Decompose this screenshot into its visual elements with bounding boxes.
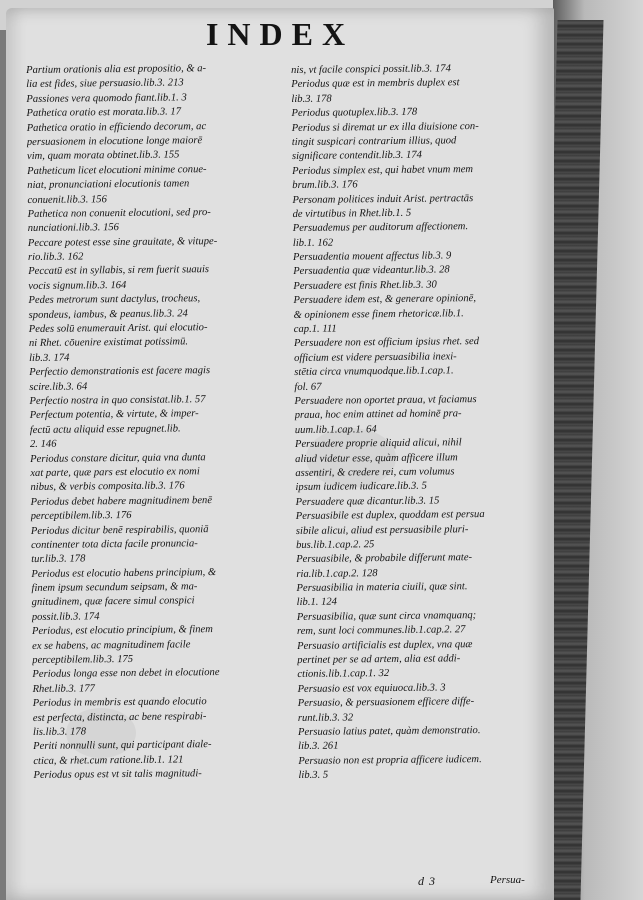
index-line: Persuadentia quæ videantur.lib.3. 28 [293, 264, 450, 278]
index-line: Personam politices induit Arist. pertractās [292, 192, 474, 206]
index-line: lib.3. 178 [291, 93, 332, 105]
index-line: Persuasio est vox equiuoca.lib.3. 3 [297, 682, 446, 695]
index-line: nis, vt facile conspici possit.lib.3. 174 [291, 63, 451, 76]
index-line: scire.lib.3. 64 [29, 380, 88, 393]
index-line: Persuasibile est duplex, quoddam est persua [295, 509, 485, 523]
index-line: Partium orationis alia est propositio, & a- [26, 63, 207, 76]
index-line: lib.3. 5 [298, 769, 329, 782]
index-line: Persuasio artificialis est duplex, vna quæ [297, 638, 473, 652]
index-column-right [291, 61, 539, 783]
index-line: vim, quam morata obtinet.lib.3. 155 [26, 149, 180, 163]
index-line: runt.lib.3. 32 [297, 711, 354, 724]
index-line: Persuadere proprie aliquid alicui, nihil [294, 437, 462, 451]
index-line: 2. 146 [29, 438, 57, 451]
index-line: Pedes solū enumerauit Arist. qui elocutio- [28, 322, 208, 336]
index-line: Persuadere non est officium ipsius rhet. sed [293, 336, 480, 350]
index-line: Persuasibile, & probabile differunt mate- [296, 552, 473, 566]
index-line: Perfectum potentia, & virtute, & imper- [29, 408, 199, 422]
index-line: lia est fides, siue persuasio.lib.3. 213 [26, 77, 184, 91]
index-line: conuenit.lib.3. 156 [27, 193, 107, 206]
index-line: pertinet per se ad artem, alia est addi- [297, 653, 461, 666]
index-line: Periodus si diremat ur ex illa diuisione con- [291, 120, 479, 134]
book-page [6, 8, 554, 900]
index-line: ctica, & rhet.cum ratione.lib.1. 121 [33, 754, 184, 767]
index-line: persuasionem in elocutione longe maiorē [26, 135, 203, 148]
index-line: Persuadere idem est, & generare opinionē, [293, 293, 477, 307]
index-line: Persuasibilia in materia ciuili, quæ sint. [296, 581, 468, 595]
index-line: Persuasio latius patet, quàm demonstratio. [297, 725, 481, 738]
index-line: niat, pronunciationi elocutionis tamen [27, 178, 190, 192]
index-line: Peccatū est in syllabis, si rem fuerit suauis [28, 264, 210, 278]
index-line: de virtutibus in Rhet.lib.1. 5 [292, 207, 412, 220]
index-line: Pathetica oratio est morata.lib.3. 17 [26, 106, 182, 120]
index-line: Periti nonnulli sunt, qui participant diale- [33, 739, 212, 753]
index-line: lib.1. 124 [296, 597, 338, 609]
page-title: INDEX [205, 16, 355, 52]
index-line: Periodus longa esse non debet in elocutione [32, 667, 220, 681]
index-line: Rhet.lib.3. 177 [32, 683, 95, 695]
index-line: Periodus quotuplex.lib.3. 178 [291, 106, 418, 120]
index-line: ctionis.lib.1.cap.1. 32 [297, 668, 390, 681]
index-line: ipsum iudicem iudicare.lib.3. 5 [295, 480, 427, 494]
index-line: Periodus quæ est in membris duplex est [291, 77, 460, 91]
index-line: Periodus simplex est, qui habet vnum mem [292, 163, 474, 177]
index-line: uum.lib.1.cap.1. 64 [294, 423, 377, 436]
index-line: Periodus, est elocutio principium, & finem [31, 624, 213, 638]
index-line: Pathetica non conuenit elocutioni, sed pro- [27, 206, 211, 220]
index-line: Perfectio demonstrationis est facere magis [29, 365, 211, 379]
index-line: continenter tota dicta facile pronuncia- [30, 538, 198, 551]
index-line: finem ipsum secundum seipsam, & ma- [31, 581, 198, 595]
index-line: xat parte, quæ pars est elocutio ex nomi [30, 466, 200, 479]
index-line: Pathetica oratio in efficiendo decorum, ac [26, 120, 207, 134]
index-line: Perfectio nostra in quo consistat.lib.1. 57 [29, 394, 206, 407]
index-line: Periodus in membris est quando elocutio [32, 696, 207, 710]
index-line: est perfecta, distincta, ac bene respirabi- [32, 710, 207, 724]
signature-mark: d 3 [418, 874, 436, 888]
catchword: Persua- [490, 874, 525, 886]
index-line: Persuadentia mouent affectus lib.3. 9 [292, 250, 452, 264]
index-line: Patheticum licet elocutioni minime conue- [27, 163, 207, 177]
index-line: Persuasio non est propria afficere iudicem. [298, 753, 482, 767]
index-line: Persuadere est finis Rhet.lib.3. 30 [293, 279, 437, 292]
index-line: Persuademus per auditorum affectionem. [292, 221, 469, 235]
index-line: sibile alicui, aliud est persuasibile pluri- [295, 523, 469, 537]
index-line: Persuadere non oportet praua, vt faciamus [294, 394, 477, 407]
index-line: tingit suspicari contrarium illius, quod [291, 135, 457, 148]
index-line: rem, sunt loci communes.lib.1.cap.2. 27 [296, 624, 466, 638]
index-column-left [26, 61, 284, 783]
index-line: vocis signum.lib.3. 164 [28, 279, 127, 292]
index-line: Periodus constare dicitur, quia vna dunta [30, 451, 206, 465]
index-line: Periodus dicitur benē respirabilis, quoniā [30, 523, 209, 537]
index-line: officium est videre persuasibilia inexi- [294, 351, 457, 364]
index-line: rio.lib.3. 162 [27, 251, 84, 264]
index-line: significare contendit.lib.3. 174 [291, 149, 422, 163]
index-line: Periodus opus est vt sit talis magnitudi- [33, 768, 202, 782]
index-line: possit.lib.3. 174 [31, 611, 100, 623]
index-line: stētia circa vnumquodque.lib.1.cap.1. [294, 365, 454, 379]
index-line: lib.1. 162 [292, 237, 334, 249]
index-line: fectū actu aliquid esse repugnet.lib. [29, 423, 181, 436]
index-line: ni Rhet. cōuenire existimat potissimū. [28, 336, 189, 350]
index-line: Periodus est elocutio habens principium, & [31, 566, 217, 580]
index-line: nunciationi.lib.3. 156 [27, 222, 120, 235]
index-line: cap.1. 111 [293, 323, 337, 336]
index-line: praua, hoc enim attinet ad hominē pra- [294, 408, 462, 422]
index-line: lib.3. 261 [298, 740, 339, 753]
index-line: Periodus debet habere magnitudinem benē [30, 494, 213, 508]
index-line: brum.lib.3. 176 [292, 179, 358, 192]
index-line: Persuasibilia, quæ sunt circa vnamquanq; [296, 609, 477, 623]
index-line: aliud videtur esse, quàm afficere illum [295, 451, 458, 465]
index-line: lis.lib.3. 178 [32, 726, 87, 738]
index-line: perceptibilem.lib.3. 175 [32, 653, 134, 666]
index-line: lib.3. 174 [29, 352, 70, 364]
index-line: Passiones vera quomodo fiant.lib.1. 3 [26, 92, 187, 105]
index-line: nibus, & verbis composita.lib.3. 176 [30, 480, 185, 494]
index-line: ex se habens, ac magnitudinem facile [32, 638, 191, 652]
index-line: tur.lib.3. 178 [31, 553, 86, 566]
index-line: assentiri, & credere rei, cum volumus [295, 466, 455, 479]
index-line: Pedes metrorum sunt dactylus, trocheus, [28, 293, 201, 307]
index-line: Persuadere quæ dicantur.lib.3. 15 [295, 495, 440, 508]
index-line: Peccare potest esse sine grauitate, & vitupe- [27, 235, 218, 249]
index-line: gnitudinem, quæ facere simul conspici [31, 595, 195, 609]
index-line: fol. 67 [294, 381, 322, 393]
index-line: Persuasio, & persuasionem efficere diffe- [297, 696, 475, 710]
index-line: spondeus, iambus, & peanus.lib.3. 24 [28, 307, 188, 321]
index-line: bus.lib.1.cap.2. 25 [295, 539, 375, 551]
index-line: & opinionem esse finem rhetoricæ.lib.1. [293, 307, 464, 321]
index-line: perceptibilem.lib.3. 176 [30, 510, 132, 523]
index-line: ria.lib.1.cap.2. 128 [296, 567, 378, 580]
